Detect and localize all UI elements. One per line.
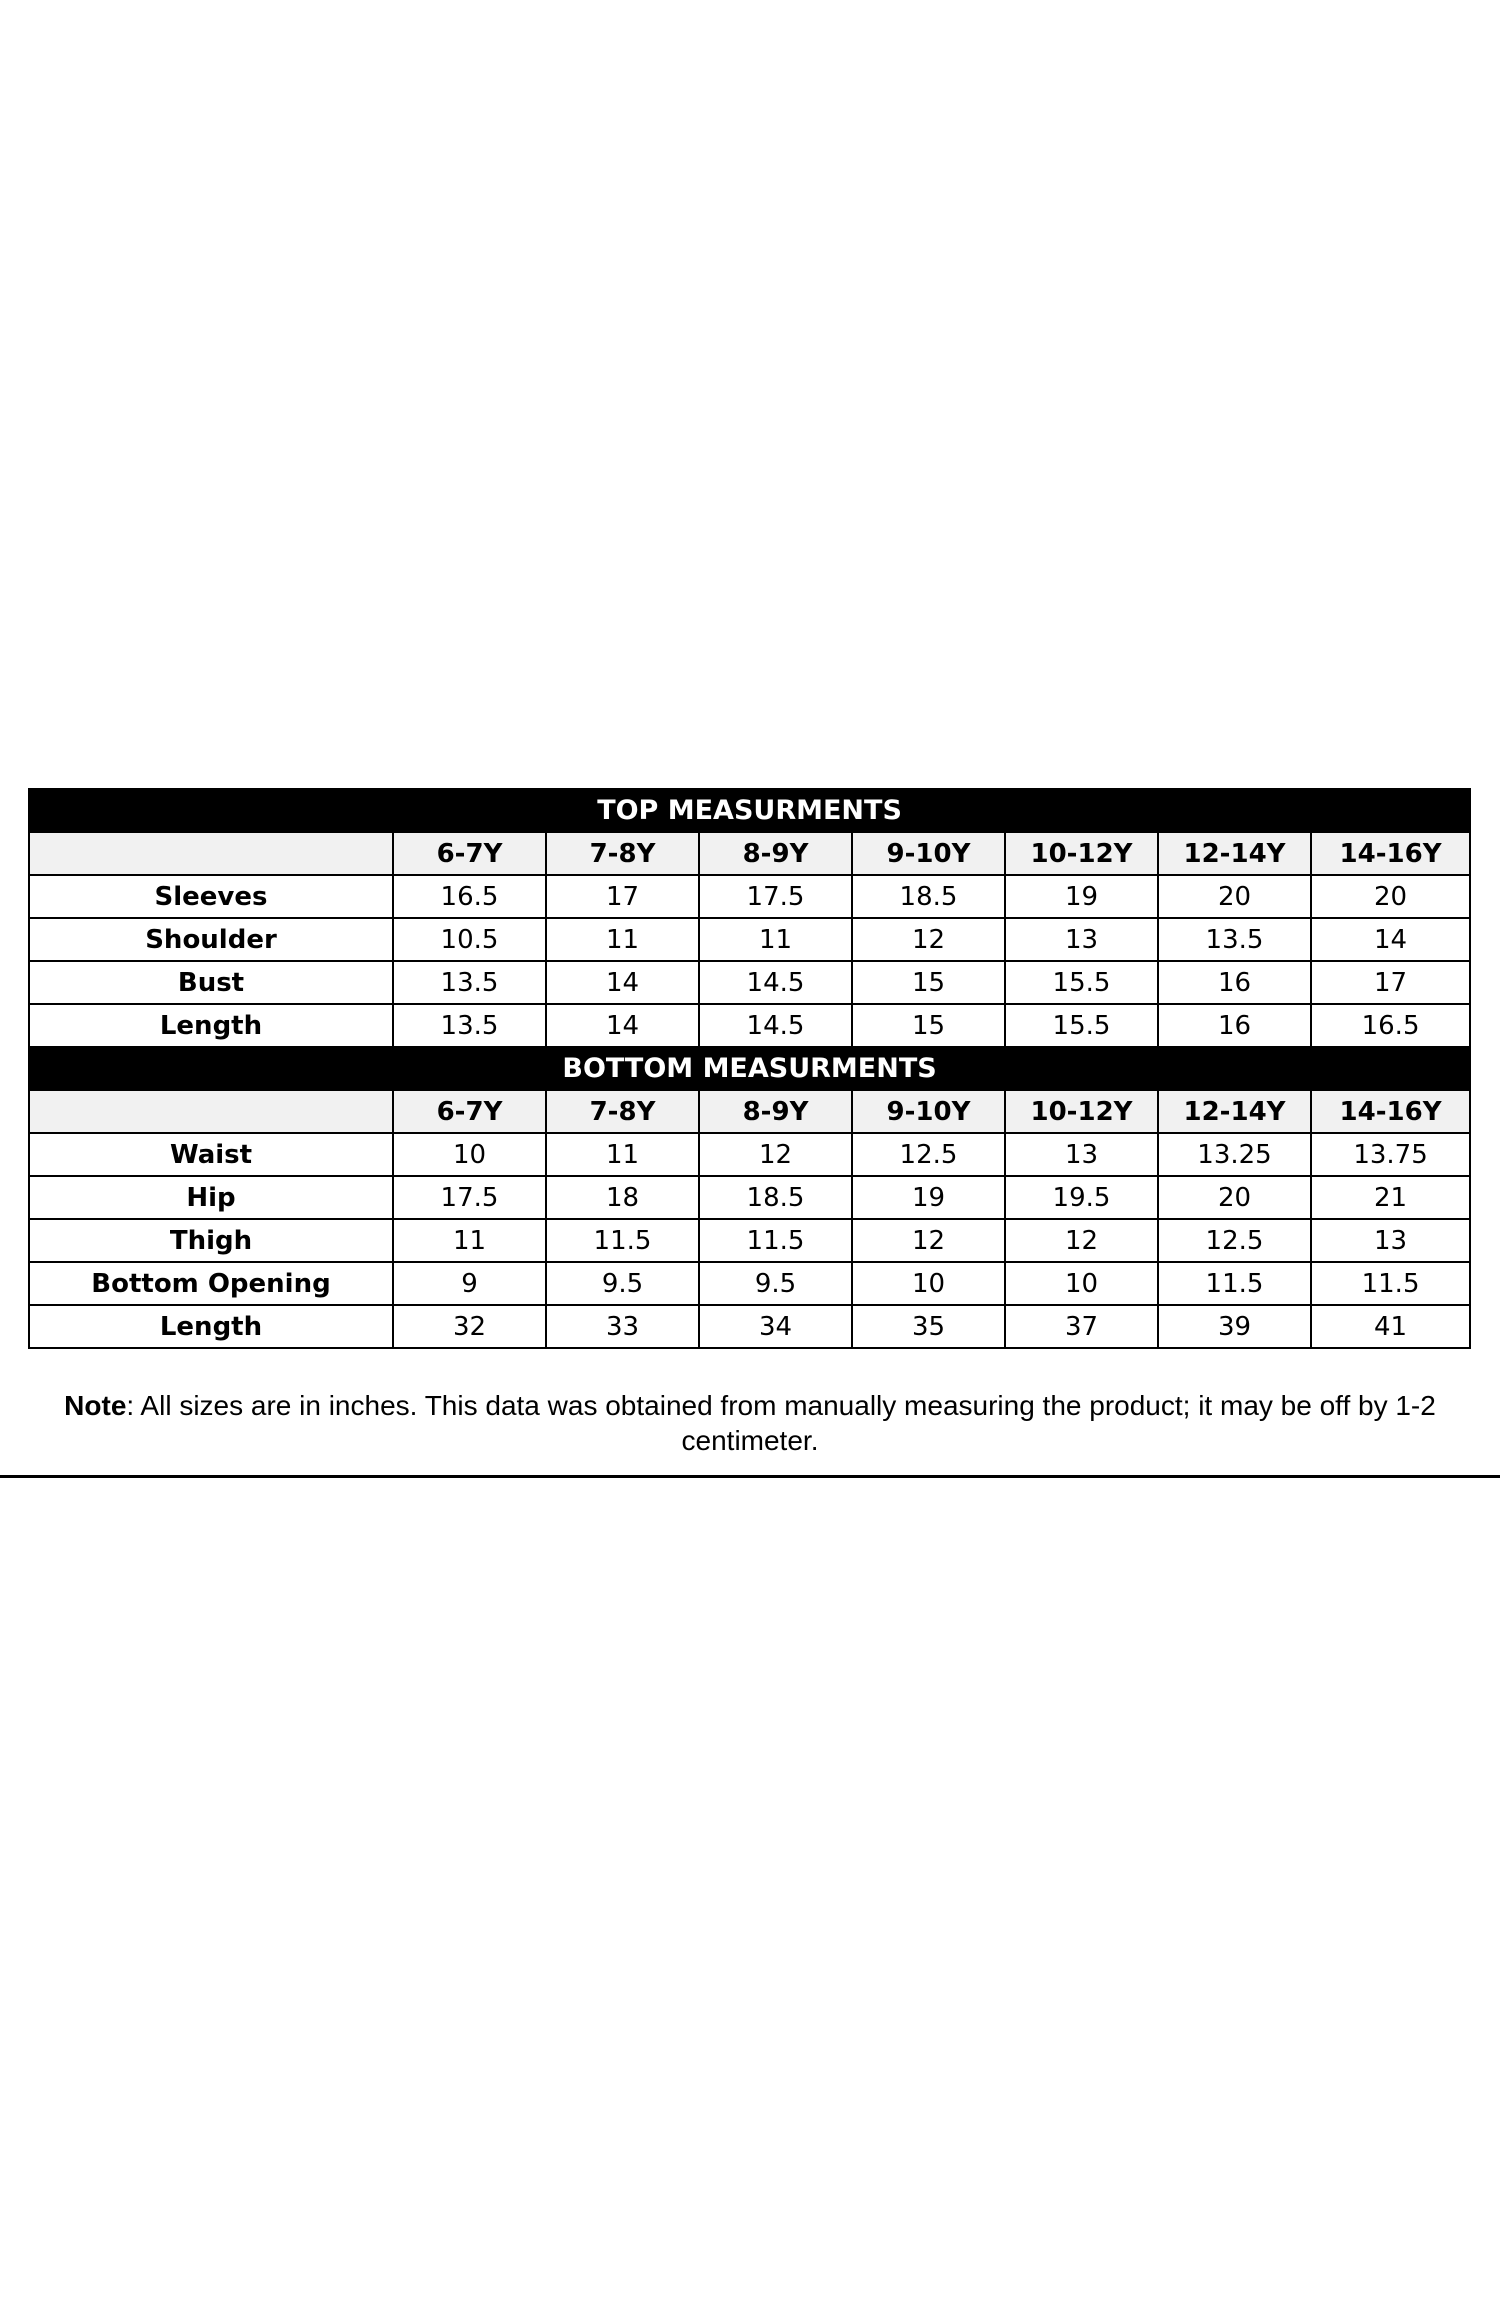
bottom-section-title: BOTTOM MEASURMENTS — [29, 1047, 1470, 1090]
note-label: Note — [64, 1390, 127, 1421]
measurement-value: 12 — [852, 1219, 1005, 1262]
measurement-value: 16 — [1158, 1004, 1311, 1047]
top-section-title: TOP MEASURMENTS — [29, 789, 1470, 832]
measurement-value: 19 — [1005, 875, 1158, 918]
measurement-value: 16 — [1158, 961, 1311, 1004]
measurement-value: 14 — [546, 961, 699, 1004]
measurement-value: 15.5 — [1005, 961, 1158, 1004]
size-header-cell: 7-8Y — [546, 1090, 699, 1133]
measurement-value: 19.5 — [1005, 1176, 1158, 1219]
measurement-label: Sleeves — [29, 875, 393, 918]
measurement-value: 17.5 — [699, 875, 852, 918]
measurement-value: 11.5 — [1311, 1262, 1470, 1305]
measurement-value: 11.5 — [699, 1219, 852, 1262]
size-header-cell: 6-7Y — [393, 832, 546, 875]
measurement-value: 39 — [1158, 1305, 1311, 1348]
measurement-value: 14 — [546, 1004, 699, 1047]
measurement-value: 20 — [1158, 875, 1311, 918]
measurement-label: Shoulder — [29, 918, 393, 961]
measurement-value: 33 — [546, 1305, 699, 1348]
measurement-value: 32 — [393, 1305, 546, 1348]
note-text: : All sizes are in inches. This data was obtained from manually measuring the product; it may be off by 1-2 centimeter. — [126, 1390, 1436, 1456]
measurement-value: 19 — [852, 1176, 1005, 1219]
measurement-value: 11 — [546, 1133, 699, 1176]
measurement-value: 34 — [699, 1305, 852, 1348]
measurement-value: 16.5 — [393, 875, 546, 918]
size-header-cell: 10-12Y — [1005, 1090, 1158, 1133]
size-header-cell: 6-7Y — [393, 1090, 546, 1133]
divider-line — [0, 1475, 1500, 1478]
measurement-label: Waist — [29, 1133, 393, 1176]
table-row — [29, 1305, 1470, 1348]
table-row — [29, 1219, 1470, 1262]
measurement-value: 10 — [1005, 1262, 1158, 1305]
measurement-value: 17 — [546, 875, 699, 918]
measurement-value: 14.5 — [699, 961, 852, 1004]
measurement-value: 16.5 — [1311, 1004, 1470, 1047]
size-header-cell: 14-16Y — [1311, 832, 1470, 875]
measurement-value: 9.5 — [699, 1262, 852, 1305]
size-header-cell: 8-9Y — [699, 1090, 852, 1133]
measurement-label: Hip — [29, 1176, 393, 1219]
measurement-label: Length — [29, 1004, 393, 1047]
size-header-cell: 12-14Y — [1158, 832, 1311, 875]
measurement-value: 13.5 — [393, 961, 546, 1004]
measurement-value: 20 — [1158, 1176, 1311, 1219]
measurement-value: 11 — [393, 1219, 546, 1262]
measurement-label: Bust — [29, 961, 393, 1004]
measurement-value: 11.5 — [546, 1219, 699, 1262]
measurement-value: 10 — [393, 1133, 546, 1176]
header-blank-cell — [29, 1090, 393, 1133]
measurement-value: 13.5 — [393, 1004, 546, 1047]
bottom-section-title-row — [29, 1047, 1470, 1090]
size-header-cell: 9-10Y — [852, 1090, 1005, 1133]
measurement-value: 18.5 — [852, 875, 1005, 918]
size-header-cell: 14-16Y — [1311, 1090, 1470, 1133]
top-section-title-row — [29, 789, 1470, 832]
measurement-value: 11 — [546, 918, 699, 961]
measurement-value: 15 — [852, 961, 1005, 1004]
measurement-value: 13.75 — [1311, 1133, 1470, 1176]
measurement-label: Bottom Opening — [29, 1262, 393, 1305]
table-row — [29, 1176, 1470, 1219]
size-header-cell: 12-14Y — [1158, 1090, 1311, 1133]
measurement-value: 18 — [546, 1176, 699, 1219]
table-row — [29, 1262, 1470, 1305]
size-chart-table — [28, 788, 1471, 1349]
measurement-value: 37 — [1005, 1305, 1158, 1348]
bottom-size-header-row — [29, 1090, 1470, 1133]
measurement-value: 20 — [1311, 875, 1470, 918]
measurement-value: 35 — [852, 1305, 1005, 1348]
measurement-value: 12.5 — [852, 1133, 1005, 1176]
measurement-value: 17.5 — [393, 1176, 546, 1219]
measurement-value: 11.5 — [1158, 1262, 1311, 1305]
measurement-value: 15.5 — [1005, 1004, 1158, 1047]
measurement-label: Thigh — [29, 1219, 393, 1262]
measurement-value: 13.5 — [1158, 918, 1311, 961]
table-row — [29, 1133, 1470, 1176]
measurement-label: Length — [29, 1305, 393, 1348]
table-row — [29, 875, 1470, 918]
measurement-value: 12 — [852, 918, 1005, 961]
measurement-value: 10 — [852, 1262, 1005, 1305]
size-header-cell: 7-8Y — [546, 832, 699, 875]
measurement-value: 11 — [699, 918, 852, 961]
measurement-value: 13.25 — [1158, 1133, 1311, 1176]
size-header-cell: 9-10Y — [852, 832, 1005, 875]
measurement-value: 12 — [1005, 1219, 1158, 1262]
measurement-value: 21 — [1311, 1176, 1470, 1219]
size-header-cell: 8-9Y — [699, 832, 852, 875]
measurement-value: 18.5 — [699, 1176, 852, 1219]
measurement-value: 13 — [1005, 918, 1158, 961]
measurement-value: 12 — [699, 1133, 852, 1176]
measurement-value: 9.5 — [546, 1262, 699, 1305]
measurement-value: 15 — [852, 1004, 1005, 1047]
size-chart-body — [29, 789, 1470, 1348]
size-header-cell: 10-12Y — [1005, 832, 1158, 875]
measurement-value: 14.5 — [699, 1004, 852, 1047]
note — [60, 1388, 1440, 1458]
measurement-value: 14 — [1311, 918, 1470, 961]
measurement-value: 17 — [1311, 961, 1470, 1004]
measurement-value: 13 — [1005, 1133, 1158, 1176]
header-blank-cell — [29, 832, 393, 875]
table-row — [29, 918, 1470, 961]
measurement-value: 41 — [1311, 1305, 1470, 1348]
table-row — [29, 1004, 1470, 1047]
measurement-value: 13 — [1311, 1219, 1470, 1262]
measurement-value: 12.5 — [1158, 1219, 1311, 1262]
table-row — [29, 961, 1470, 1004]
measurement-value: 9 — [393, 1262, 546, 1305]
top-size-header-row — [29, 832, 1470, 875]
measurement-value: 10.5 — [393, 918, 546, 961]
